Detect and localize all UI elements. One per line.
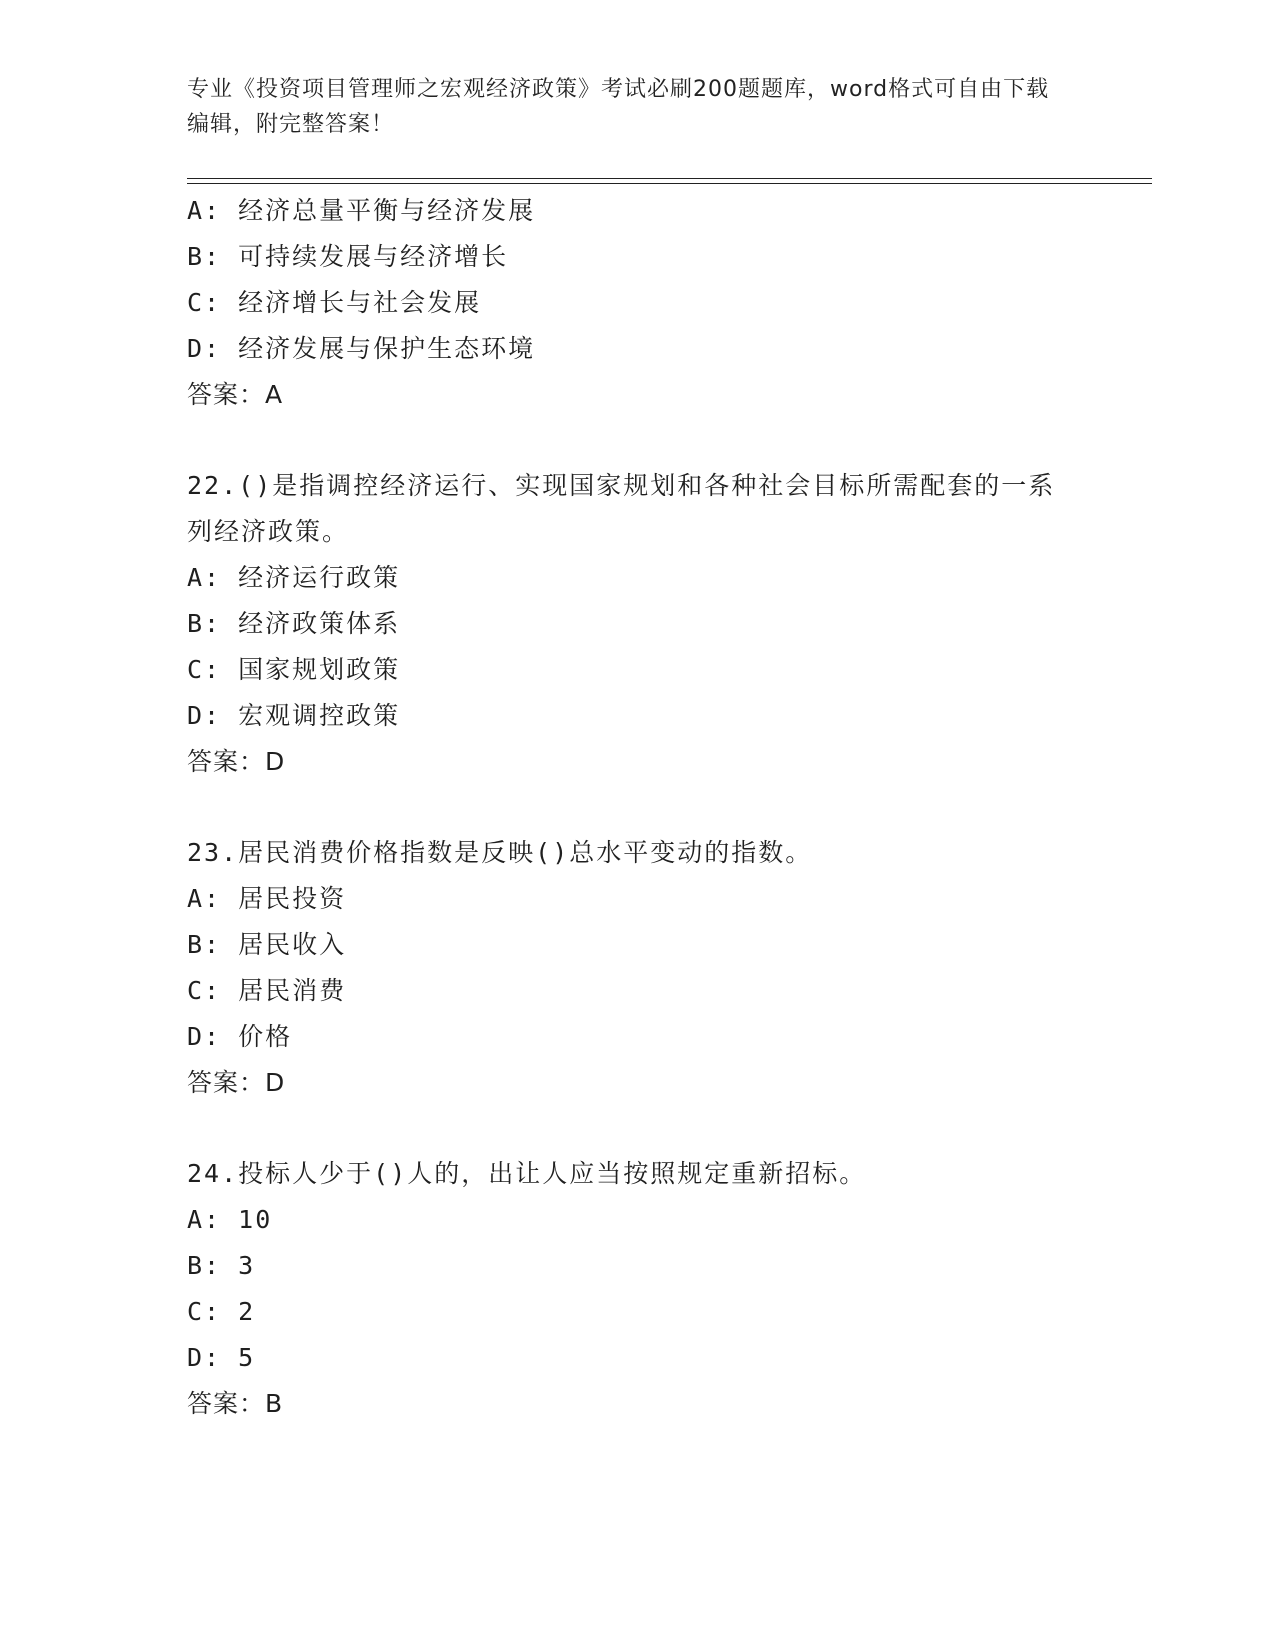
block-spacer	[187, 785, 1087, 830]
answer-line: 答案：A	[187, 380, 284, 409]
question-block	[187, 830, 1087, 1106]
question-text: 23.居民消费价格指数是反映()总水平变动的指数。	[187, 838, 813, 867]
answer-line: 答案：D	[187, 747, 286, 776]
question-block	[187, 1151, 1087, 1427]
block-spacer	[187, 418, 1087, 463]
option-a: A: 经济总量平衡与经济发展	[187, 196, 536, 225]
option-c: C: 居民消费	[187, 976, 347, 1005]
option-b: B: 可持续发展与经济增长	[187, 242, 509, 271]
document-intro: 专业《投资项目管理师之宏观经济政策》考试必刷200题题库，word格式可自由下载编辑，附完整答案！	[187, 77, 1050, 137]
option-c: C: 2	[187, 1297, 256, 1326]
option-a: A: 居民投资	[187, 884, 347, 913]
question-text: 22.()是指调控经济运行、实现国家规划和各种社会目标所需配套的一系列经济政策。	[187, 471, 1056, 546]
answer-line: 答案：B	[187, 1389, 284, 1418]
answer-line: 答案：D	[187, 1068, 286, 1097]
option-b: B: 3	[187, 1251, 256, 1280]
option-a: A: 10	[187, 1205, 273, 1234]
option-b: B: 居民收入	[187, 930, 347, 959]
question-text: 24.投标人少于()人的，出让人应当按照规定重新招标。	[187, 1159, 867, 1188]
header-divider-bottom	[187, 183, 1152, 184]
option-c: C: 经济增长与社会发展	[187, 288, 482, 317]
option-b: B: 经济政策体系	[187, 609, 401, 638]
header-divider-top	[187, 178, 1152, 179]
option-d: D: 宏观调控政策	[187, 701, 401, 730]
option-d: D: 价格	[187, 1022, 293, 1051]
option-d: D: 经济发展与保护生态环境	[187, 334, 536, 363]
option-a: A: 经济运行政策	[187, 563, 401, 592]
block-spacer	[187, 1106, 1087, 1151]
option-c: C: 国家规划政策	[187, 655, 401, 684]
question-block	[187, 463, 1087, 785]
question-block	[187, 188, 1087, 418]
option-d: D: 5	[187, 1343, 256, 1372]
question-list	[187, 188, 1087, 1427]
